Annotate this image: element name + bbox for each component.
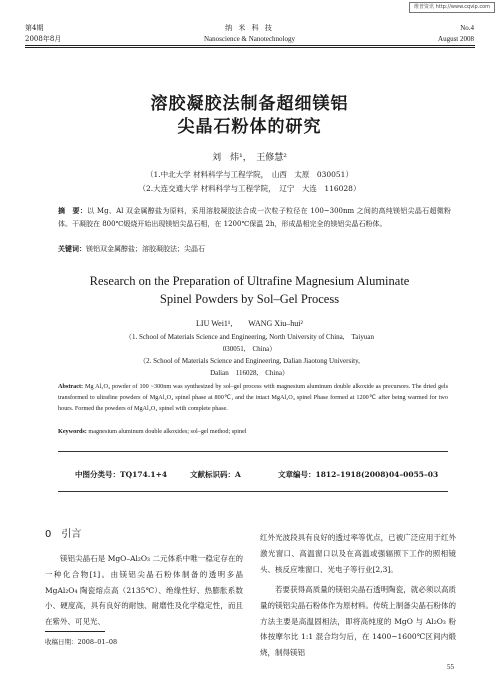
header-rule (25, 45, 475, 46)
keywords-en-label: Keywords: (58, 428, 87, 435)
keywords-cn-label: 关键词： (58, 244, 86, 253)
abstract-en-text: Mg Al₂O₄ powder of 100 ~300nm was synthesized by sol–gel process with magnesium aluminum double alkoxide as precursors. The dried gels transformed to ultrafine powders of MgAl₂O₄ spinel phase at 800℃, and the intact MgAl₂O₄ spinel Phase formed at 1200℃ after being warmed for two hours. Formed the powders of MgAl₂O₄ spinel with complete phase. (58, 383, 448, 412)
affiliation-en-3: （2. School of Materials Science and Engineering, Dalian Jiaotong University, (139, 357, 360, 365)
affiliation-cn-1: （1.中北大学 材料科学与工程学院， 山西 太原 030051） (146, 170, 353, 179)
abstract-cn-text: 以 Mg、Al 双金属醇盐为原料，采用溶胶凝胶法合成一次粒子粒径在 100~300nm 之间的高纯镁铝尖晶石超微粉体。干凝胶在 800℃煅烧开始出现镁铝尖晶石相，在 1200℃保温 2h，形成晶相完全的镁铝尖晶石粉体。 (58, 207, 452, 228)
date-cn: 2008年8月 (25, 35, 62, 43)
keywords-cn-text: 镁铝双金属醇盐；溶胶凝胶法；尖晶石 (86, 245, 205, 253)
affiliation-en-1: （1. School of Materials Science and Engineering, North University of China, Taiyuan (125, 333, 374, 341)
abstract-cn-label: 摘 要： (58, 206, 88, 215)
issue-en: No.4 (460, 24, 474, 32)
affiliation-en-4: Dalian 116028, China） (210, 369, 289, 377)
abstract-cn (58, 205, 451, 230)
affiliation-en-2: 030051, China） (222, 345, 277, 353)
journal-name-cn: 纳 米 科 技 (225, 24, 274, 32)
abstract-en (58, 381, 448, 414)
right-column-paragraph-1: 红外光波段具有良好的透过率等优点，已被广泛应用于红外激光窗口、高温窗口以及在高温或强辐照下工作的照相镜头、核反应堆窗口、光电子等行业[2,3]。 (260, 533, 456, 574)
keywords-en-text: magnesium aluminum double alkoxides; sol–gel method; spinel (88, 428, 247, 435)
affiliation-cn-2: （2.大连交通大学 材料科学与工程学院， 辽宁 大连 116028） (138, 184, 361, 193)
title-en-line-1: Research on the Preparation of Ultrafine Magnesium Aluminate (89, 274, 410, 288)
journal-name-en: Nanoscience & Nanotechnology (204, 35, 295, 43)
document-code: 文献标识码：A (190, 470, 241, 479)
keywords-en (58, 426, 448, 437)
date-en: August 2008 (438, 35, 474, 43)
section-heading: 0 引言 (45, 529, 82, 540)
keywords-cn (58, 243, 451, 256)
page-number: 55 (447, 663, 454, 671)
title-cn-line-1: 溶胶凝胶法制备超细镁铝 (150, 94, 349, 114)
separator-top (58, 451, 448, 452)
header-rule-thin (25, 47, 475, 48)
watermark: 维普资讯 http://www.cqvip.com (409, 2, 495, 13)
footnote-rule (45, 631, 105, 632)
separator-bottom (58, 491, 448, 492)
authors-en: LIU Wei1¹, WANG Xiu–hui² (196, 319, 303, 328)
article-number: 文章编号：1812–1918(2008)04–0055–03 (278, 470, 439, 479)
title-cn-line-2: 尖晶石粉体的研究 (177, 117, 322, 137)
clc-number: 中图分类号：TQ174.1+4 (75, 470, 168, 479)
abstract-en-label: Abstract: (58, 383, 84, 390)
right-column-paragraph-2: 若要获得高质量的镁铝尖晶石透明陶瓷，就必须以高质量的镁铝尖晶石粉体作为原材料。传统上制备尖晶石粉体的方法主要是高温固相法，即将高纯度的 MgO 与 Al₂O₃ 粉体按摩尔比 1:1 混合均匀后，在 1400~1600℃区间内煅烧，制得镁铝 (260, 585, 456, 658)
received-date: 收稿日期：2008–01–08 (45, 638, 118, 646)
left-column-paragraph: 镁铝尖晶石是 MgO–Al₂O₃ 二元体系中唯一稳定存在的一种化合物[1]。由镁铝尖晶石粉体制备的透明多晶 MgAl₂O₄ 陶瓷熔点高（2135℃）、绝缘性好、热膨胀系数小、硬度高，具有良好的耐蚀、耐磨性及化学稳定性，而且在紫外、可见光、 (45, 554, 243, 627)
authors-cn: 刘 炜¹， 王修慧² (212, 153, 287, 163)
title-en-line-2: Spinel Powders by Sol–Gel Process (159, 292, 340, 306)
issue-cn: 第4期 (25, 24, 44, 32)
